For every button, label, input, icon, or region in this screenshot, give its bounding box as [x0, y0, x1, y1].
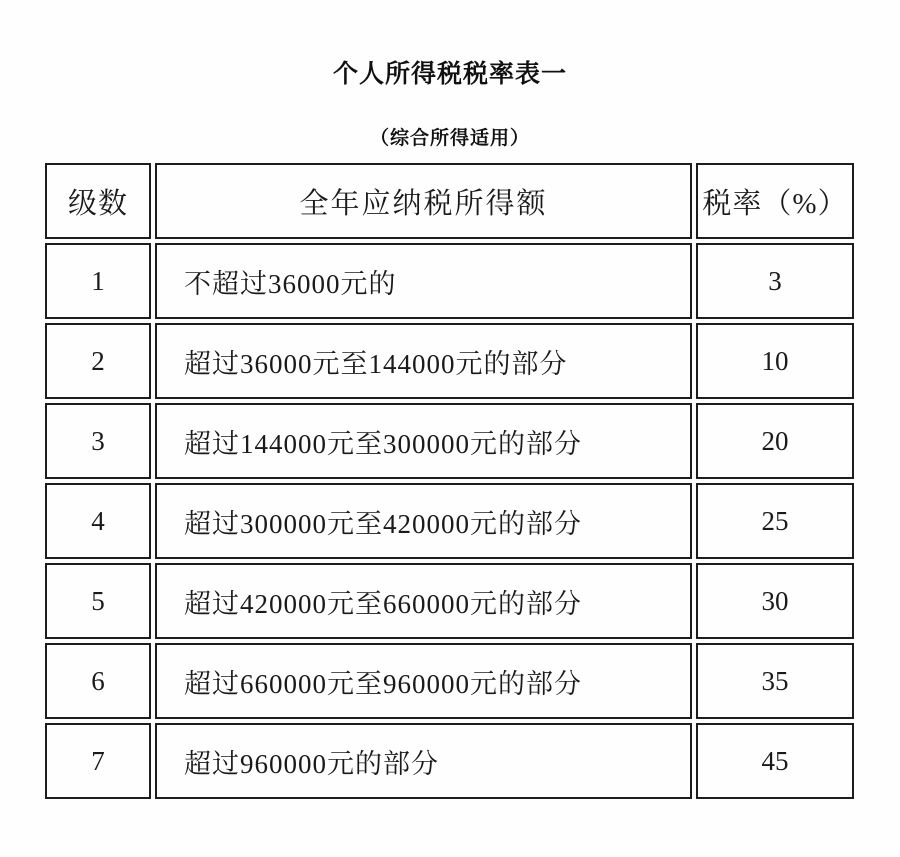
- header-cell-income: 全年应纳税所得额: [155, 163, 692, 239]
- table-row: [45, 483, 854, 559]
- rate-cell: 20: [696, 403, 854, 479]
- rate-cell: 3: [696, 243, 854, 319]
- page-subtitle: （综合所得适用）: [369, 128, 530, 149]
- table-row: [45, 323, 854, 399]
- level-cell: 2: [45, 323, 151, 399]
- bracket-cell: 超过300000元至420000元的部分: [155, 483, 692, 559]
- table-row: [45, 563, 854, 639]
- rate-cell: 25: [696, 483, 854, 559]
- rate-cell: 30: [696, 563, 854, 639]
- tax-rate-table: [41, 159, 858, 803]
- level-cell: 3: [45, 403, 151, 479]
- header-cell-rate: 税率（%）: [696, 163, 854, 239]
- rate-cell: 45: [696, 723, 854, 799]
- level-cell: 6: [45, 643, 151, 719]
- bracket-cell: 超过960000元的部分: [155, 723, 692, 799]
- table-row: [45, 643, 854, 719]
- table-row: [45, 723, 854, 799]
- bracket-cell: 超过36000元至144000元的部分: [155, 323, 692, 399]
- rate-cell: 10: [696, 323, 854, 399]
- level-cell: 7: [45, 723, 151, 799]
- header-cell-level: 级数: [45, 163, 151, 239]
- level-cell: 4: [45, 483, 151, 559]
- bracket-cell: 不超过36000元的: [155, 243, 692, 319]
- bracket-cell: 超过420000元至660000元的部分: [155, 563, 692, 639]
- bracket-cell: 超过144000元至300000元的部分: [155, 403, 692, 479]
- page-title: 个人所得税税率表一: [332, 60, 567, 88]
- level-cell: 5: [45, 563, 151, 639]
- level-cell: 1: [45, 243, 151, 319]
- table-row: [45, 403, 854, 479]
- table-row: [45, 243, 854, 319]
- bracket-cell: 超过660000元至960000元的部分: [155, 643, 692, 719]
- table-header-row: [45, 163, 854, 239]
- rate-cell: 35: [696, 643, 854, 719]
